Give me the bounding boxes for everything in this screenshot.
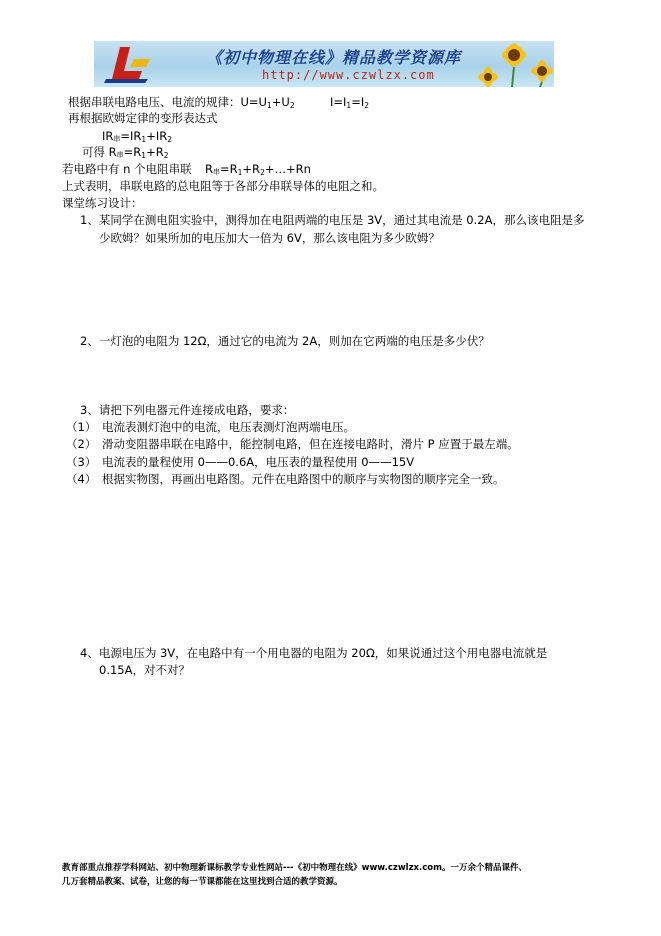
question-3-intro: 3、请把下列电器元件连接成电路，要求： — [80, 403, 295, 417]
rule-intro: 根据串联电路电压、电流的规律： — [68, 95, 241, 109]
conclusion: 上式表明，串联电路的总电阻等于各部分串联导体的电阻之和。 — [62, 179, 384, 193]
header-banner — [94, 41, 554, 87]
equation-2: 可得 R串$=R_1+R_2$ — [82, 145, 169, 160]
question-4-line-1: 4、电源电压为 3V，在电路中有一个用电器的电阻为 20Ω，如果说通过这个用电器电流就是 — [80, 646, 548, 660]
ohm-intro: 再根据欧姆定律的变形表达式 — [68, 111, 218, 125]
footer-line-2: 几万套精品教案、试卷，让您的每一节课都能在这里找到合适的教学资源。 — [62, 877, 343, 887]
list-item: （1） 电流表测灯泡中的电流，电压表测灯泡两端电压。 — [66, 420, 355, 434]
exercise-heading: 课堂练习设计： — [62, 196, 143, 210]
list-item: （2） 滑动变阻器串联在电路中，能控制电路，但在连接电路时，滑片 P 应置于最左端。 — [66, 437, 519, 451]
czwlzx-logo-icon — [98, 41, 158, 87]
question-4-line-2: 0.15A，对不对？ — [99, 663, 190, 677]
rule-i-formula: $I=I_1=I_2$ — [330, 95, 370, 110]
footer-line-1: 教育部重点推荐学科网站、初中物理新课标教学专业性网站---《初中物理在线》www.czwlzx.com。一万余个精品课件、 — [62, 863, 527, 873]
equation-1: IR串$=IR_1+IR_2$ — [102, 129, 173, 144]
question-2: 2、一灯泡的电阻为 12Ω，通过它的电流为 2A，则加在它两端的电压是多少伏？ — [80, 334, 490, 348]
rule-u-formula: $U=U_1+U_2$ — [240, 95, 295, 110]
equation-3: R串$=R_1+R_2+\dots+Rn$ — [205, 162, 311, 177]
question-1-line-1: 1、某同学在测电阻实验中，测得加在电阻两端的电压是 3V，通过其电流是 0.2A，那么该电阻是多 — [80, 213, 585, 227]
banner-url[interactable]: http://www.czwlzx.com — [262, 68, 435, 82]
n-resistors-intro: 若电路中有 n 个电阻串联 — [62, 162, 192, 176]
list-item: （4） 根据实物图，再画出电路图。元件在电路图中的顺序与实物图的顺序完全一致。 — [66, 472, 505, 486]
sunflower-icon — [474, 41, 554, 87]
question-1-line-2: 少欧姆？如果所加的电压加大一倍为 6V，那么该电阻为多少欧姆？ — [99, 231, 440, 245]
list-item: （3） 电流表的量程使用 0——0.6A，电压表的量程使用 0——15V — [66, 455, 415, 469]
banner-title: 《初中物理在线》精品教学资源库 — [206, 48, 462, 67]
